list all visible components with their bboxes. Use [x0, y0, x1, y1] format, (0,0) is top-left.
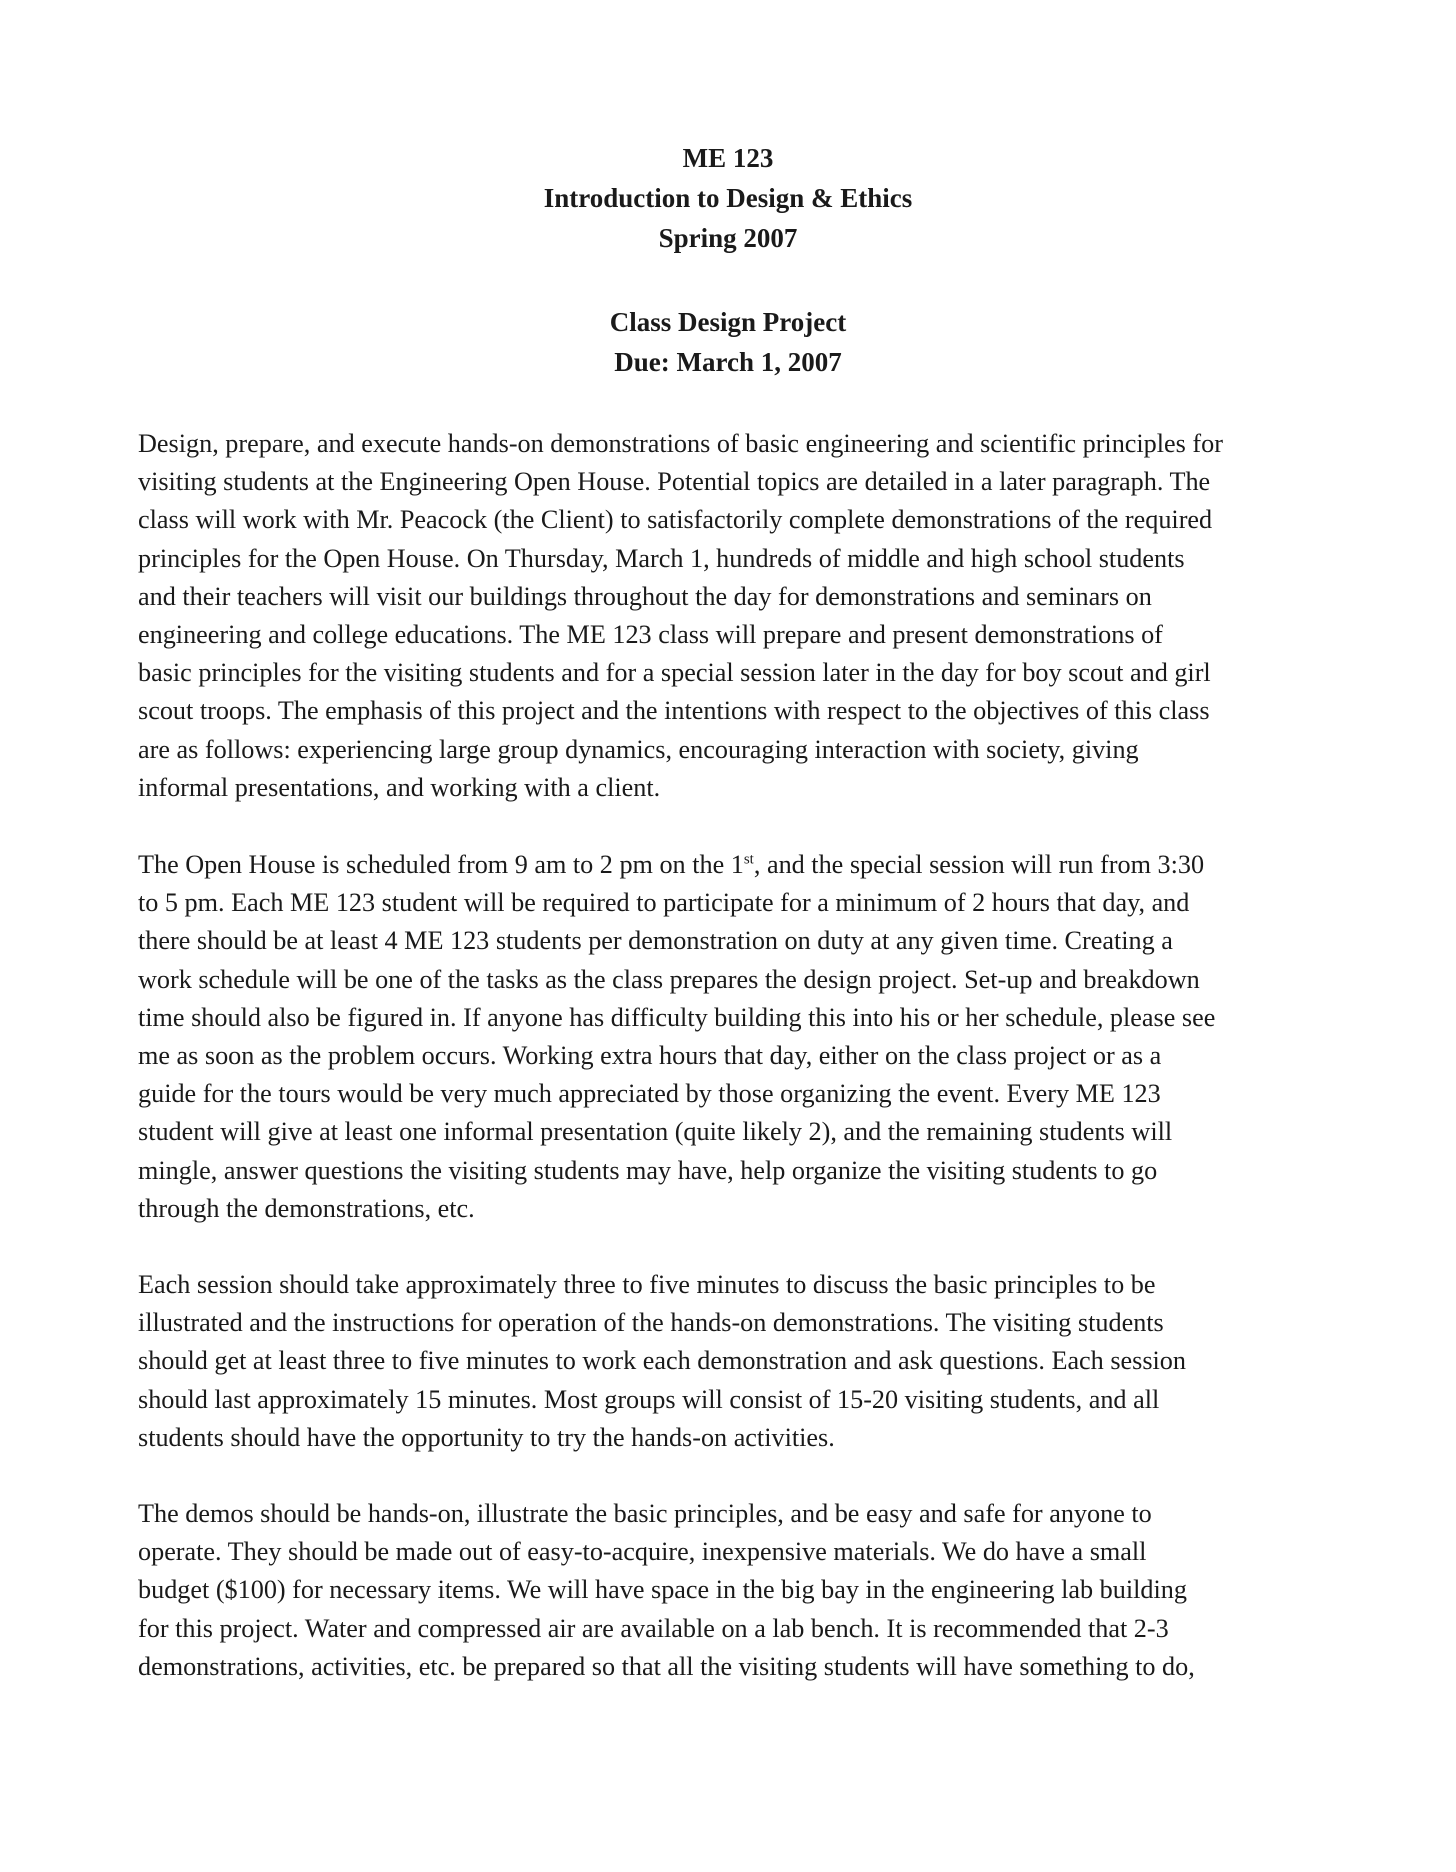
text-line: and their teachers will visit our buildings throughout the day for demonstrations and seminars on: [138, 581, 1152, 611]
text-line: principles for the Open House. On Thursday, March 1, hundreds of middle and high school students: [138, 543, 1185, 573]
text-line: basic principles for the visiting students and for a special session later in the day for boy scout and girl: [138, 658, 1211, 688]
text-fragment: The Open House is scheduled from 9 am to 2 pm on the 1: [138, 850, 744, 879]
text-line: for this project. Water and compressed air are available on a lab bench. It is recommended that 2-3: [138, 1613, 1169, 1643]
text-line: illustrated and the instructions for operation of the hands-on demonstrations. The visiting students: [138, 1308, 1164, 1338]
text-line: engineering and college educations. The ME 123 class will prepare and present demonstrations of: [138, 620, 1163, 650]
course-number: ME 123: [682, 143, 774, 173]
text-fragment: , and the special session will run from 3:30: [753, 850, 1205, 879]
text-line: to 5 pm. Each ME 123 student will be required to participate for a minimum of 2 hours that day, and: [138, 888, 1190, 918]
text-line: demonstrations, activities, etc. be prepared so that all the visiting students will have something to do,: [138, 1651, 1195, 1681]
text-line: visiting students at the Engineering Open House. Potential topics are detailed in a later paragraph. The: [138, 467, 1211, 497]
due-date: Due: March 1, 2007: [614, 347, 842, 377]
text-line: [138, 846, 1338, 884]
paragraph-demos: [138, 1495, 1338, 1686]
text-line: should last approximately 15 minutes. Most groups will consist of 15-20 visiting students, and all: [138, 1384, 1160, 1414]
text-line: me as soon as the problem occurs. Working extra hours that day, either on the class project or as a: [138, 1041, 1162, 1071]
text-line: should get at least three to five minutes to work each demonstration and ask questions. Each session: [138, 1346, 1186, 1376]
text-line: work schedule will be one of the tasks as the class prepares the design project. Set-up and breakdown: [138, 964, 1200, 994]
project-title: Class Design Project: [609, 307, 847, 337]
text-line: Each session should take approximately three to five minutes to discuss the basic principles to be: [138, 1270, 1156, 1299]
text-line: Design, prepare, and execute hands-on demonstrations of basic engineering and scientific principles for: [138, 429, 1223, 458]
text-line: guide for the tours would be very much appreciated by those organizing the event. Every ME 123: [138, 1079, 1161, 1109]
course-header: [0, 138, 1456, 258]
text-line: The demos should be hands-on, illustrate the basic principles, and be easy and safe for anyone to: [138, 1499, 1152, 1528]
paragraph-overview: [138, 425, 1338, 807]
text-line: time should also be figured in. If anyone has difficulty building this into his or her schedule, please see: [138, 1002, 1216, 1032]
text-line: student will give at least one informal presentation (quite likely 2), and the remaining students will: [138, 1117, 1173, 1147]
text-line: students should have the opportunity to try the hands-on activities.: [138, 1422, 835, 1452]
course-title: Introduction to Design & Ethics: [543, 183, 913, 213]
text-line: are as follows: experiencing large group dynamics, encouraging interaction with society, giving: [138, 734, 1139, 764]
paragraph-schedule: [138, 846, 1338, 1228]
text-line: informal presentations, and working with a client.: [138, 772, 661, 802]
text-line: operate. They should be made out of easy-to-acquire, inexpensive materials. We do have a small: [138, 1537, 1147, 1567]
text-line: there should be at least 4 ME 123 students per demonstration on duty at any given time. Creating a: [138, 926, 1173, 956]
paragraph-sessions: [138, 1266, 1338, 1457]
text-line: through the demonstrations, etc.: [138, 1193, 475, 1223]
ordinal-suffix: st: [743, 851, 754, 868]
text-line: budget ($100) for necessary items. We will have space in the big bay in the engineering lab building: [138, 1575, 1187, 1605]
text-line: class will work with Mr. Peacock (the Client) to satisfactorily complete demonstrations of the required: [138, 505, 1213, 535]
project-header: [0, 302, 1456, 382]
course-term: Spring 2007: [658, 223, 798, 253]
text-line: scout troops. The emphasis of this project and the intentions with respect to the objectives of this class: [138, 696, 1210, 726]
text-line: mingle, answer questions the visiting students may have, help organize the visiting students to go: [138, 1155, 1158, 1185]
